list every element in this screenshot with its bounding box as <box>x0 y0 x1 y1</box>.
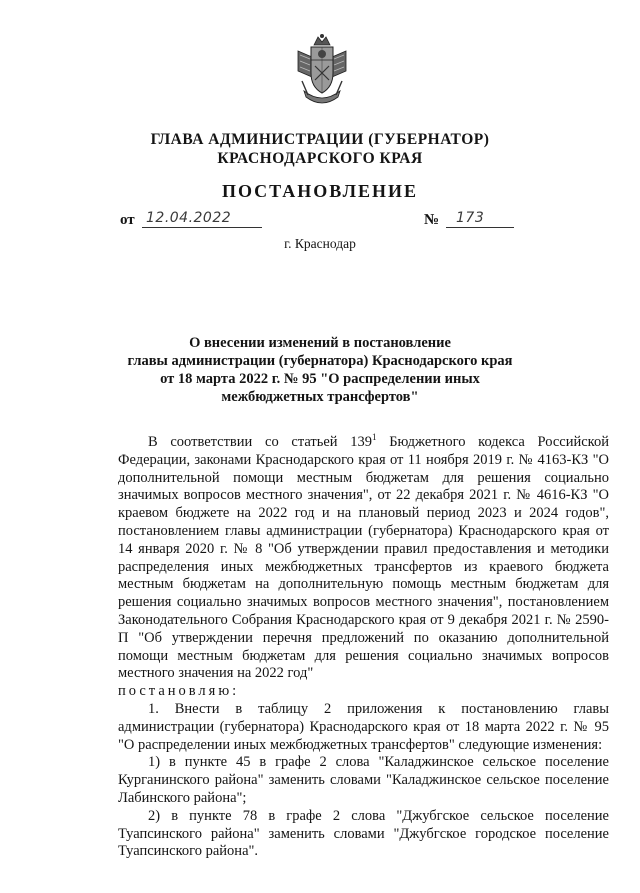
subclause-2-paragraph: 2) в пункте 78 в графе 2 слова "Джубгское сельское поселение Туапсинского района" заменить словами "Джубгское городское поселение Туапсинского района". <box>118 807 609 860</box>
subclause-1-paragraph: 1) в пункте 45 в графе 2 слова "Каладжинское сельское поселение Курганинского района" заменить словами "Каладжинское сельское поселение Лабинского района"; <box>118 754 609 806</box>
authority-title-line-2: КРАСНОДАРСКОГО КРАЯ <box>217 150 423 167</box>
date-handwritten: 12.04.2022 <box>146 210 232 226</box>
authority-title-line-1: ГЛАВА АДМИНИСТРАЦИИ (ГУБЕРНАТОР) <box>150 131 490 148</box>
decree-word-paragraph <box>118 683 609 701</box>
number-handwritten: 173 <box>456 210 485 226</box>
article-superscript: 1 <box>372 432 377 443</box>
number-label: № <box>424 212 440 228</box>
preamble-paragraph <box>118 434 609 683</box>
title-line-1: О внесении изменений в постановление <box>189 335 451 351</box>
title-line-4: межбюджетных трансфертов" <box>221 389 419 405</box>
preamble-text-start: В соответствии со статьей 139 <box>148 434 372 450</box>
document-type-heading: ПОСТАНОВЛЕНИЕ <box>221 181 419 201</box>
title-line-3: от 18 марта 2022 г. № 95 "О распределении иных <box>160 371 480 387</box>
preamble-text-rest: Бюджетного кодекса Российской Федерации, законами Краснодарского края от 11 ноября 2019 г. № 4163-КЗ "О дополнительной помощи местным бюджетам для решения социально значимых вопросов местного значения", от 22 декабря 2021 г. № 4616-КЗ "О краевом бюджете на 2022 год и на плановый период 2023 и 2024 годов", постановлением главы администрации (губернатора) Краснодарского края от 14 января 2020 г. № 8 "Об утверждении правил предоставления и методики распределения иных межбюджетных трансфертов из краевого бюджета местным бюджетам на дополнительную помощь местным бюджетам для решения социально значимых вопросов местного значения", постановлением Законодательного Собрания Краснодарского края от 9 декабря 2021 г. № 2590-П "Об утверждении перечня предложений по оказанию дополнительной помощи местным бюджетам для решения социально значимых вопросов местного значения на 2022 год" <box>118 434 609 682</box>
document-body <box>118 434 609 861</box>
number-underline <box>446 227 514 228</box>
date-underline <box>142 227 262 228</box>
title-line-2: главы администрации (губернатора) Краснодарского края <box>127 353 513 369</box>
clause-1-paragraph: 1. Внести в таблицу 2 приложения к постановлению главы администрации (губернатора) Краснодарского края от 18 марта 2022 г. № 95 "О распределении иных межбюджетных трансфертов" следующие изменения: <box>118 700 609 753</box>
decree-word: постановляю: <box>118 683 240 700</box>
document-title <box>0 334 640 406</box>
date-label: от <box>120 212 135 228</box>
city-line: г. Краснодар <box>284 236 356 251</box>
coat-of-arms-icon <box>292 33 352 109</box>
